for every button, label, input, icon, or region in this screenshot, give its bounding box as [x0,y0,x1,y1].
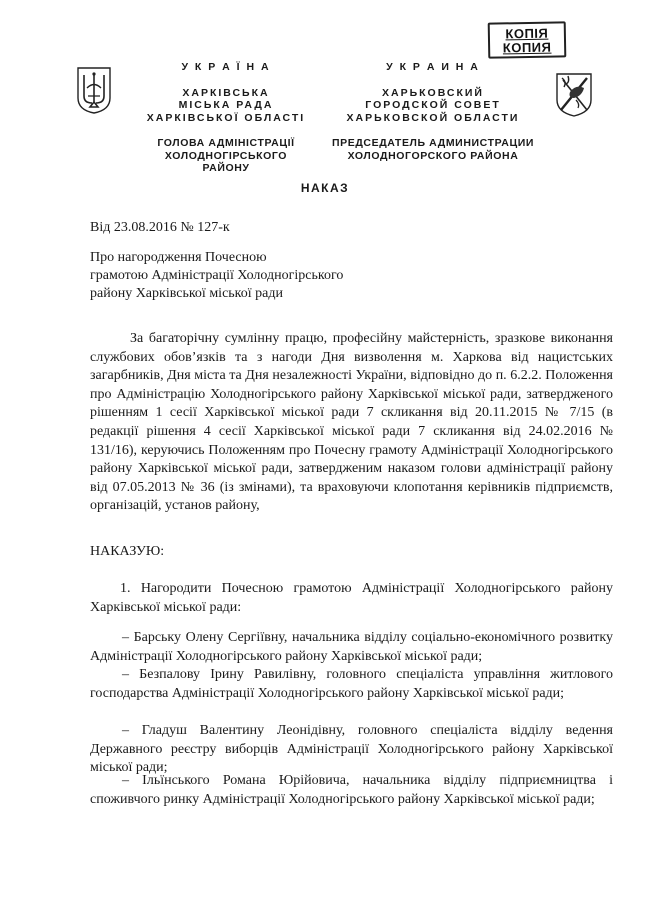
list-item [90,772,613,809]
order-word: НАКАЗУЮ: [90,544,165,559]
person-entry-3: – Гладуш Валентину Леонідівну, головного спеціаліста відділу ведення Державного реєстру виборців Адміністрації Холодногірського району Харківської міської ради; [90,723,613,776]
header-left-position-line2: ХОЛОДНОГІРСЬКОГО РАЙОНУ [164,149,288,174]
preamble-paragraph [90,330,613,516]
header-right-country: У К Р А И Н А [386,61,480,73]
header-right-block [320,61,546,162]
header-left-block [140,61,312,175]
order-item-1-text: 1. Нагородити Почесною грамотою Адміністрації Холодногірського району Харківської міської ради: [90,581,613,615]
preamble-text: За багаторічну сумлінну працю, професійну майстерність, зразкове виконання службових обов’язків та з нагоди Дня визволення м. Харкова від нацистських загарбників, Дня міста та Дня незалежності України, відповідно до п. 6.2.2. Положення про Адміністрацію Холодногірського району Харківської міської ради, затвердженого рішенням 1 сесії Харківської міської ради 7 скликання від 20.11.2015 № 7/15 (в редакції рішення 4 сесії Харківської міської ради 7 скликання від 24.02.2016 № 131/16), керуючись Положенням про Почесну грамоту Адміністрації Холодногірського району Харківської міської ради, затвердженим наказом голови адміністрації району від 07.05.2013 № 36 (із змінами), та враховуючи клопотання керівників підприємств, організацій, установ району, [90,331,613,514]
person-entry-2: – Безпалову Ірину Равилівну, головного спеціаліста управління житлового господарства Адміністрації Холодногірського району Харківської міської ради; [90,667,613,701]
list-item [90,666,613,703]
order-item-1 [90,580,613,617]
kharkiv-coat-of-arms-icon [554,70,594,118]
header-left-country: У К Р А Ї Н А [181,61,271,73]
list-item [90,722,613,778]
header-right-city-line2: ГОРОДСКОЙ СОВЕТ [365,99,501,111]
subject-line-1: Про нагородження Почесною [90,250,267,265]
copy-stamp [488,21,567,58]
document-subject [90,249,343,303]
header-left-city-line3: ХАРКІВСЬКОЇ ОБЛАСТІ [146,111,306,124]
header-right-city-line3: ХАРЬКОВСКОЙ ОБЛАСТИ [346,111,520,124]
stamp-line-russian: КОПИЯ [502,39,552,56]
person-entry-1: – Барську Олену Сергіївну, начальника відділу соціально-економічного розвитку Адміністрації Холодногірського району Харківської міської ради; [90,630,613,664]
header-left-city-line2: МІСЬКА РАДА [178,99,274,111]
subject-line-2: грамотою Адміністрації Холодногірського [90,268,344,283]
person-entry-4: – Ільїнського Романа Юрійовича, начальника відділу підприємництва і споживчого ринку Адміністрації Холодногірського району Харківської міської ради; [90,773,613,807]
header-right-position-line1: ПРЕДСЕДАТЕЛЬ АДМИНИСТРАЦИИ [331,137,535,149]
header-left-city-line1: ХАРКІВСЬКА [182,86,270,99]
header-left-position-line1: ГОЛОВА АДМІНІСТРАЦІЇ [157,137,295,149]
trident-icon [76,66,112,114]
list-item [90,629,613,666]
header-right-city-line1: ХАРЬКОВСКИЙ [382,86,484,99]
document-title: НАКАЗ [300,181,350,195]
header-right-position-line2: ХОЛОДНОГОРСКОГО РАЙОНА [347,149,519,162]
stamp-line-ukrainian: КОПІЯ [505,25,549,42]
subject-line-3: району Харківської міської ради [90,286,283,301]
document-date-line: Від 23.08.2016 № 127-к [90,220,230,235]
